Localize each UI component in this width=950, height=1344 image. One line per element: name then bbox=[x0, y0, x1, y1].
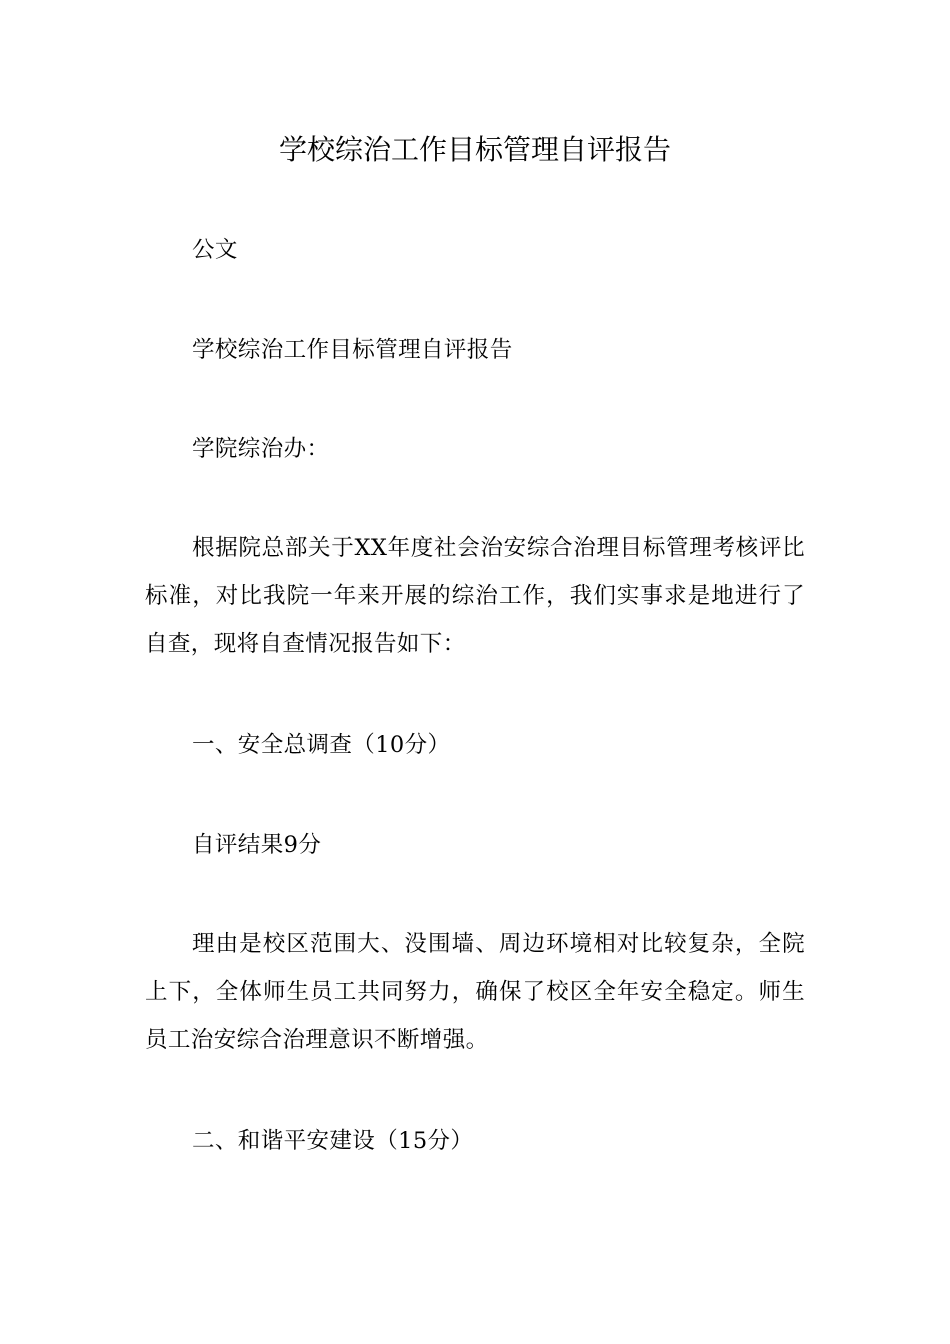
paragraph-intro: 根据院总部关于XX年度社会治安综合治理目标管理考核评比标准，对比我院一年来开展的综治工作，我们实事求是地进行了自查，现将自查情况报告如下： bbox=[145, 535, 805, 657]
section-heading-1: 一、安全总调查（10分） bbox=[192, 732, 451, 758]
paragraph-addressee: 学院综治办： bbox=[192, 436, 330, 462]
paragraph-reason-1: 理由是校区范围大、没围墙、周边环境相对比较复杂，全院上下，全体师生员工共同努力，确保了校区全年安全稳定。师生员工治安综合治理意识不断增强。 bbox=[145, 931, 805, 1053]
section-heading-2: 二、和谐平安建设（15分） bbox=[192, 1128, 474, 1154]
paragraph-score-1: 自评结果9分 bbox=[192, 832, 322, 858]
paragraph-category: 公文 bbox=[192, 237, 238, 263]
paragraph-subtitle: 学校综治工作目标管理自评报告 bbox=[192, 337, 513, 363]
document-title: 学校综治工作目标管理自评报告 bbox=[278, 133, 671, 166]
